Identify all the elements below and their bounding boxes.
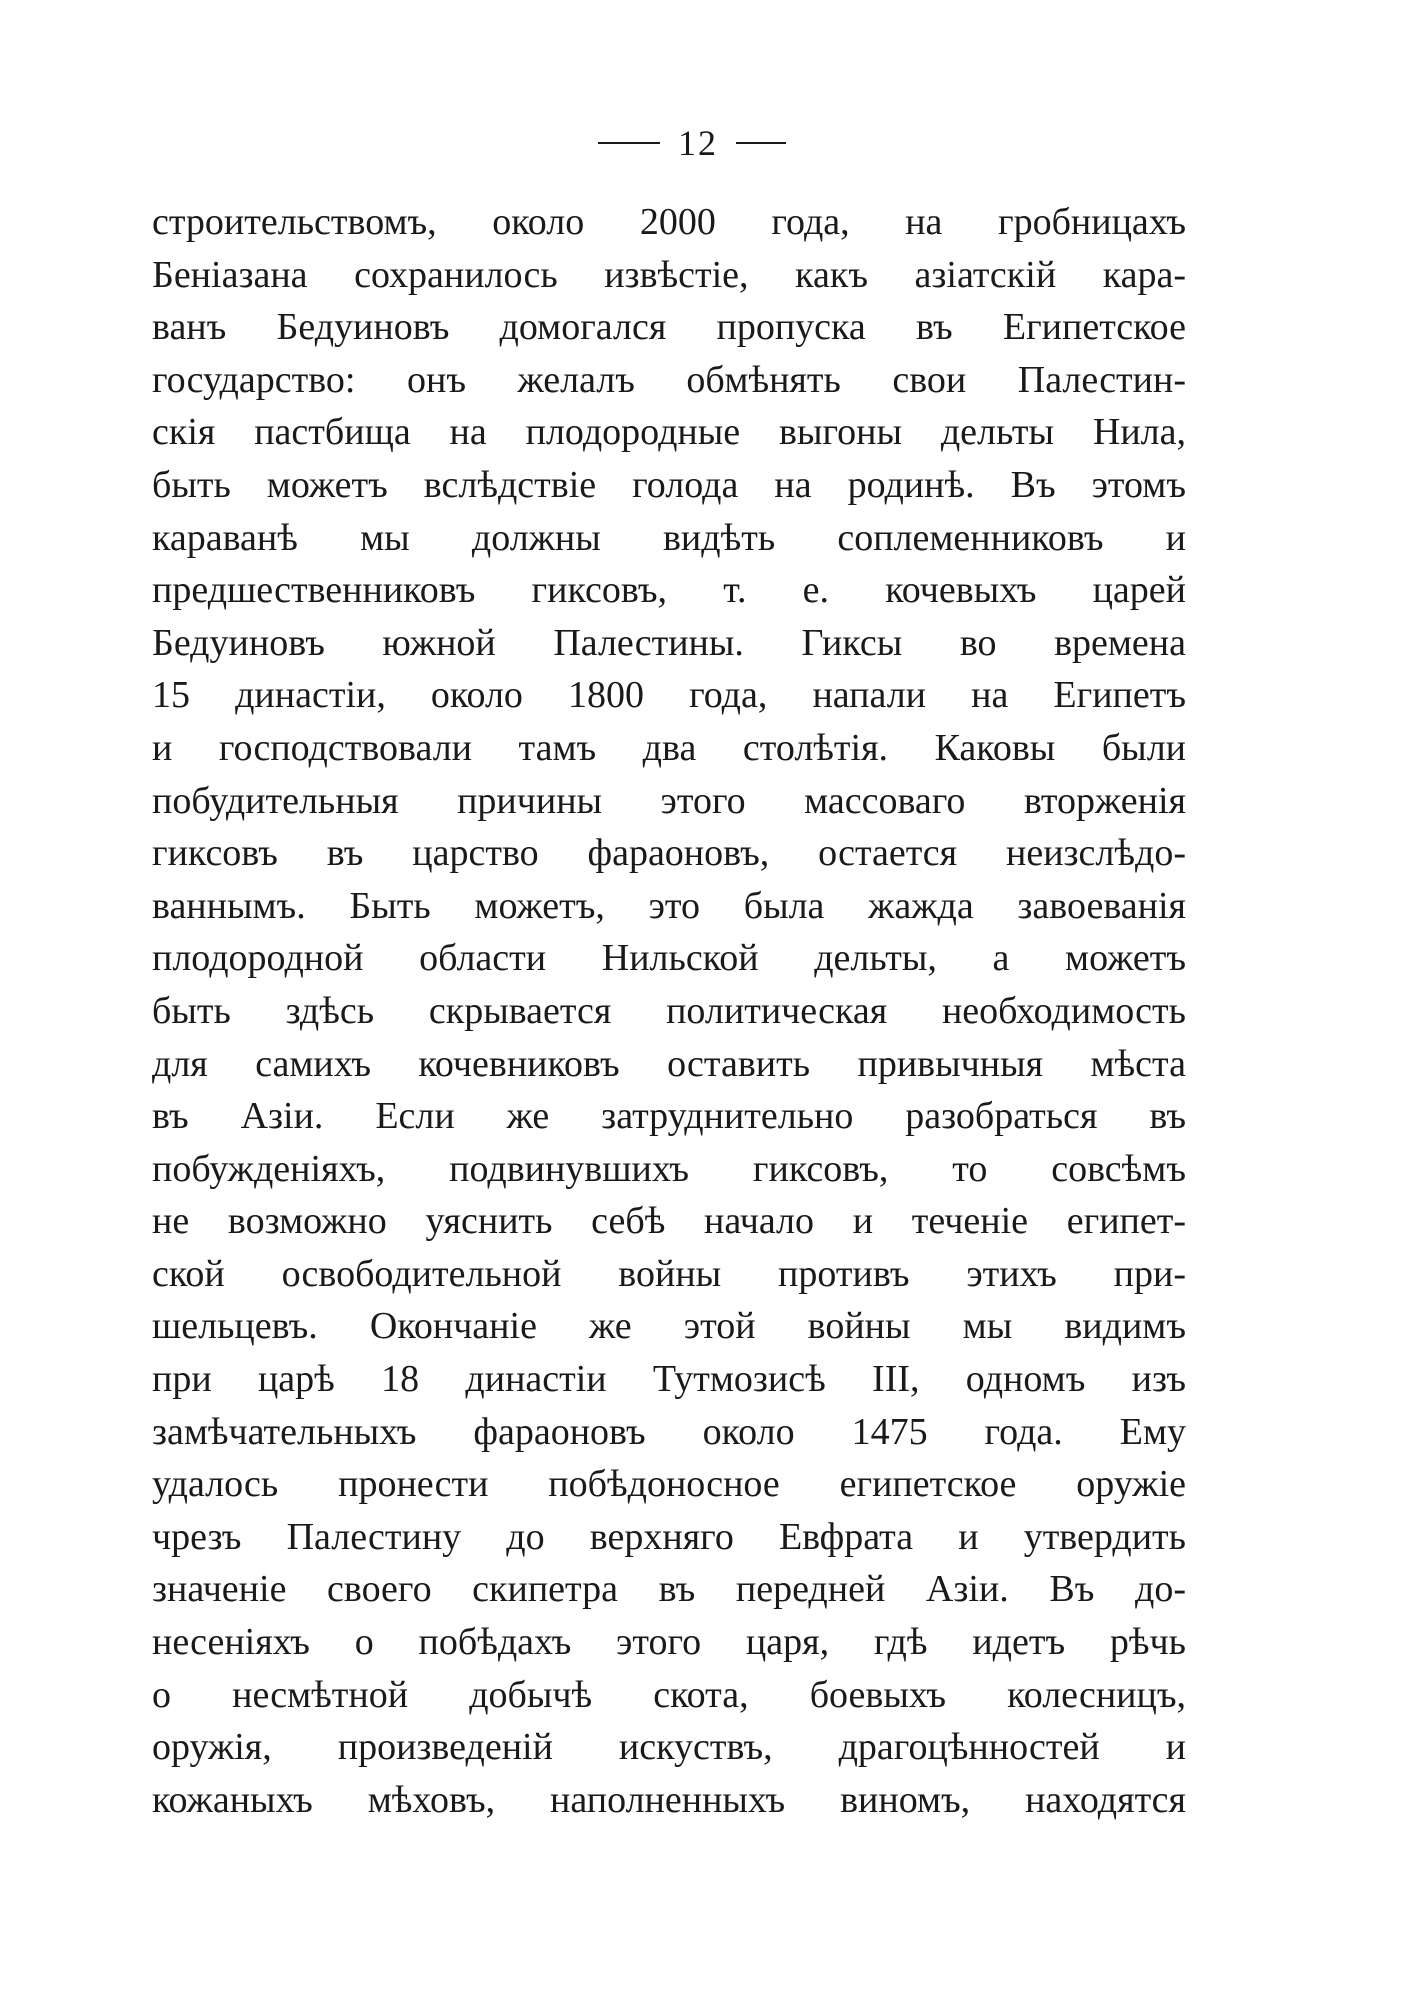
text-line: при царѣ 18 династіи Тутмозисѣ III, одномъ изъ [152,1358,1186,1401]
text-body [152,196,1186,1826]
text-line: Беніазана сохранилось извѣстіе, какъ азіатскій кара- [152,253,1186,296]
text-line: Бедуиновъ южной Палестины. Гиксы во времена [152,621,1186,664]
text-line: значеніе своего скипетра въ передней Азіи. Въ до- [152,1568,1186,1611]
page-header [0,118,1404,168]
text-line: быть здѣсь скрывается политическая необходимость [152,989,1186,1032]
text-line: ской освободительной войны противъ этихъ при- [152,1252,1186,1295]
text-line: несеніяхъ о побѣдахъ этого царя, гдѣ идетъ рѣчь [152,1621,1186,1664]
text-line: ванъ Бедуиновъ домогался пропуска въ Египетское [152,306,1186,349]
text-line: оружія, произведеній искуствъ, драгоцѣнностей и [152,1726,1186,1769]
text-line: не возможно уяснить себѣ начало и теченіе египет- [152,1200,1186,1243]
text-line: ваннымъ. Быть можетъ, это была жажда завоеванія [152,884,1186,927]
text-line: побужденіяхъ, подвинувшихъ гиксовъ, то совсѣмъ [152,1147,1186,1190]
text-line: для самихъ кочевниковъ оставить привычныя мѣста [152,1042,1186,1085]
page-number-group [598,125,786,161]
text-line: караванѣ мы должны видѣть соплеменниковъ и [152,516,1186,559]
text-line: быть можетъ вслѣдствіе голода на родинѣ. Въ этомъ [152,463,1186,506]
text-line: въ Азіи. Если же затруднительно разобраться въ [152,1095,1186,1138]
left-dash-rule [598,142,660,144]
text-line: кожаныхъ мѣховъ, наполненныхъ виномъ, находятся [152,1778,1186,1821]
text-line: скія пастбища на плодородные выгоны дельты Нила, [152,411,1186,454]
text-line: предшественниковъ гиксовъ, т. е. кочевыхъ царей [152,569,1186,612]
text-line: строительствомъ, около 2000 года, на гробницахъ [152,201,1186,243]
text-line: гиксовъ въ царство фараоновъ, остается неизслѣдо- [152,832,1186,875]
text-line: и господствовали тамъ два столѣтія. Каковы были [152,726,1186,769]
text-line: замѣчательныхъ фараоновъ около 1475 года. Ему [152,1410,1186,1453]
text-line: плодородной области Нильской дельты, а можетъ [152,937,1186,980]
text-line: побудительныя причины этого массоваго вторженія [152,779,1186,822]
text-line: о несмѣтной добычѣ скота, боевыхъ колесницъ, [152,1673,1186,1716]
text-line: шельцевъ. Окончаніе же этой войны мы видимъ [152,1305,1186,1348]
right-dash-rule [736,142,786,144]
text-line: государство: онъ желалъ обмѣнять свои Палестин- [152,358,1186,401]
text-line: удалось пронести побѣдоносное египетское оружіе [152,1463,1186,1506]
text-line: чрезъ Палестину до верхняго Евфрата и утвердить [152,1515,1186,1558]
text-line: 15 династіи, около 1800 года, напали на Египетъ [152,674,1186,717]
page-number: 12 [678,123,718,163]
